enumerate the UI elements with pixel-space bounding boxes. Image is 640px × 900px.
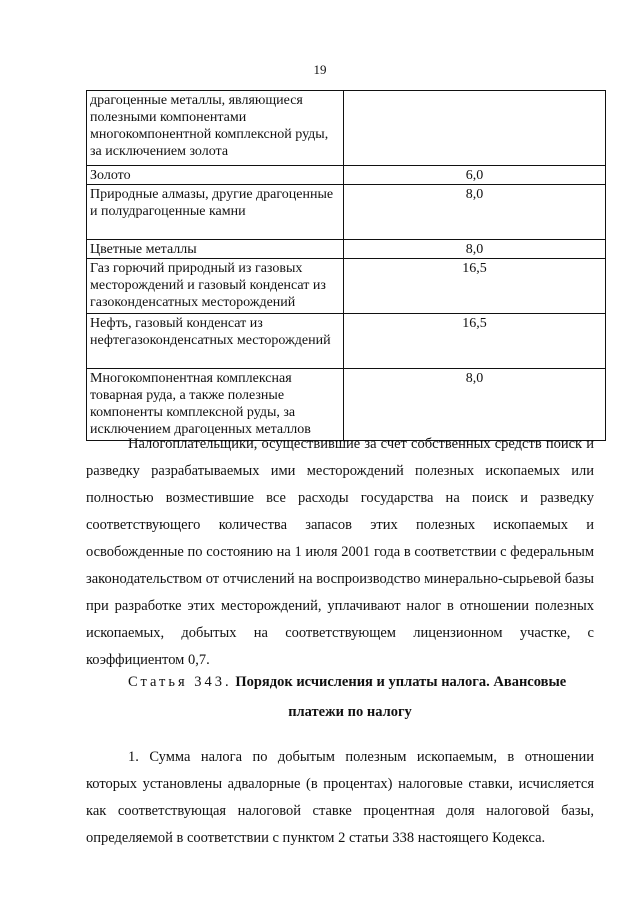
paragraph-taxpayers-coefficient: Налогоплательщики, осуществившие за счет собственных средств поиск и разведку разрабатываемых ими месторождений полезных ископаемых или полностью возместившие все расходы государства на поиск и разведку соответствующего количества запасов этих полезных ископаемых и освобожденные по состоянию на 1 июля 2001 года в соответствии с федеральным законодательством от отчислений на воспроизводство минерально-сырьевой базы при разработке этих месторождений, уплачивают налог в отношении полезных ископаемых, добытых на соответствующем лицензионном участке, с коэффициентом 0,7. [86,436,594,668]
tax-rate-cell: 8,0 [344,369,606,441]
table-row [87,259,606,314]
mineral-name-cell: драгоценные металлы, являющиеся полезными компонентами многокомпонентной комплексной руды, за исключением золота [87,91,344,166]
tax-rate-cell: 8,0 [344,185,606,240]
table-row [87,185,606,240]
table-row [87,369,606,441]
paragraph-tax-calculation: 1. Сумма налога по добытым полезным ископаемым, в отношении которых установлены адвалорные (в процентах) налоговые ставки, исчисляется как соответствующая налоговой ставке процентная доля налоговой базы, определяемой в соответствии с пунктом 2 статьи 338 настоящего Кодекса. [86,749,594,846]
table-row [87,314,606,369]
tax-rate-cell: 16,5 [344,259,606,314]
tax-rate-cell: 16,5 [344,314,606,369]
tax-rate-table [86,90,606,441]
article-title-part1: Порядок исчисления и уплаты налога. Авансовые [235,674,567,690]
tax-rate-cell: 6,0 [344,166,606,185]
article-title-part2: платежи по налогу [288,704,412,720]
mineral-name-cell: Природные алмазы, другие драгоценные и полудрагоценные камни [87,185,344,240]
mineral-name-cell: Газ горючий природный из газовых месторождений и газовый конденсат из газоконденсатных месторождений [87,259,344,314]
tax-rate-cell [344,91,606,166]
table-row [87,91,606,166]
mineral-name-cell: Золото [87,166,344,185]
mineral-name-cell: Многокомпонентная комплексная товарная руда, а также полезные компоненты комплексной руды, за исключением драгоценных металлов [87,369,344,441]
mineral-name-cell: Нефть, газовый конденсат из нефтегазоконденсатных месторождений [87,314,344,369]
page-number: 19 [313,62,327,77]
tax-rate-cell: 8,0 [344,240,606,259]
article-number: Статья 343. [128,674,232,690]
mineral-name-cell: Цветные металлы [87,240,344,259]
article-heading [86,667,594,727]
table-row [87,166,606,185]
table-row [87,240,606,259]
